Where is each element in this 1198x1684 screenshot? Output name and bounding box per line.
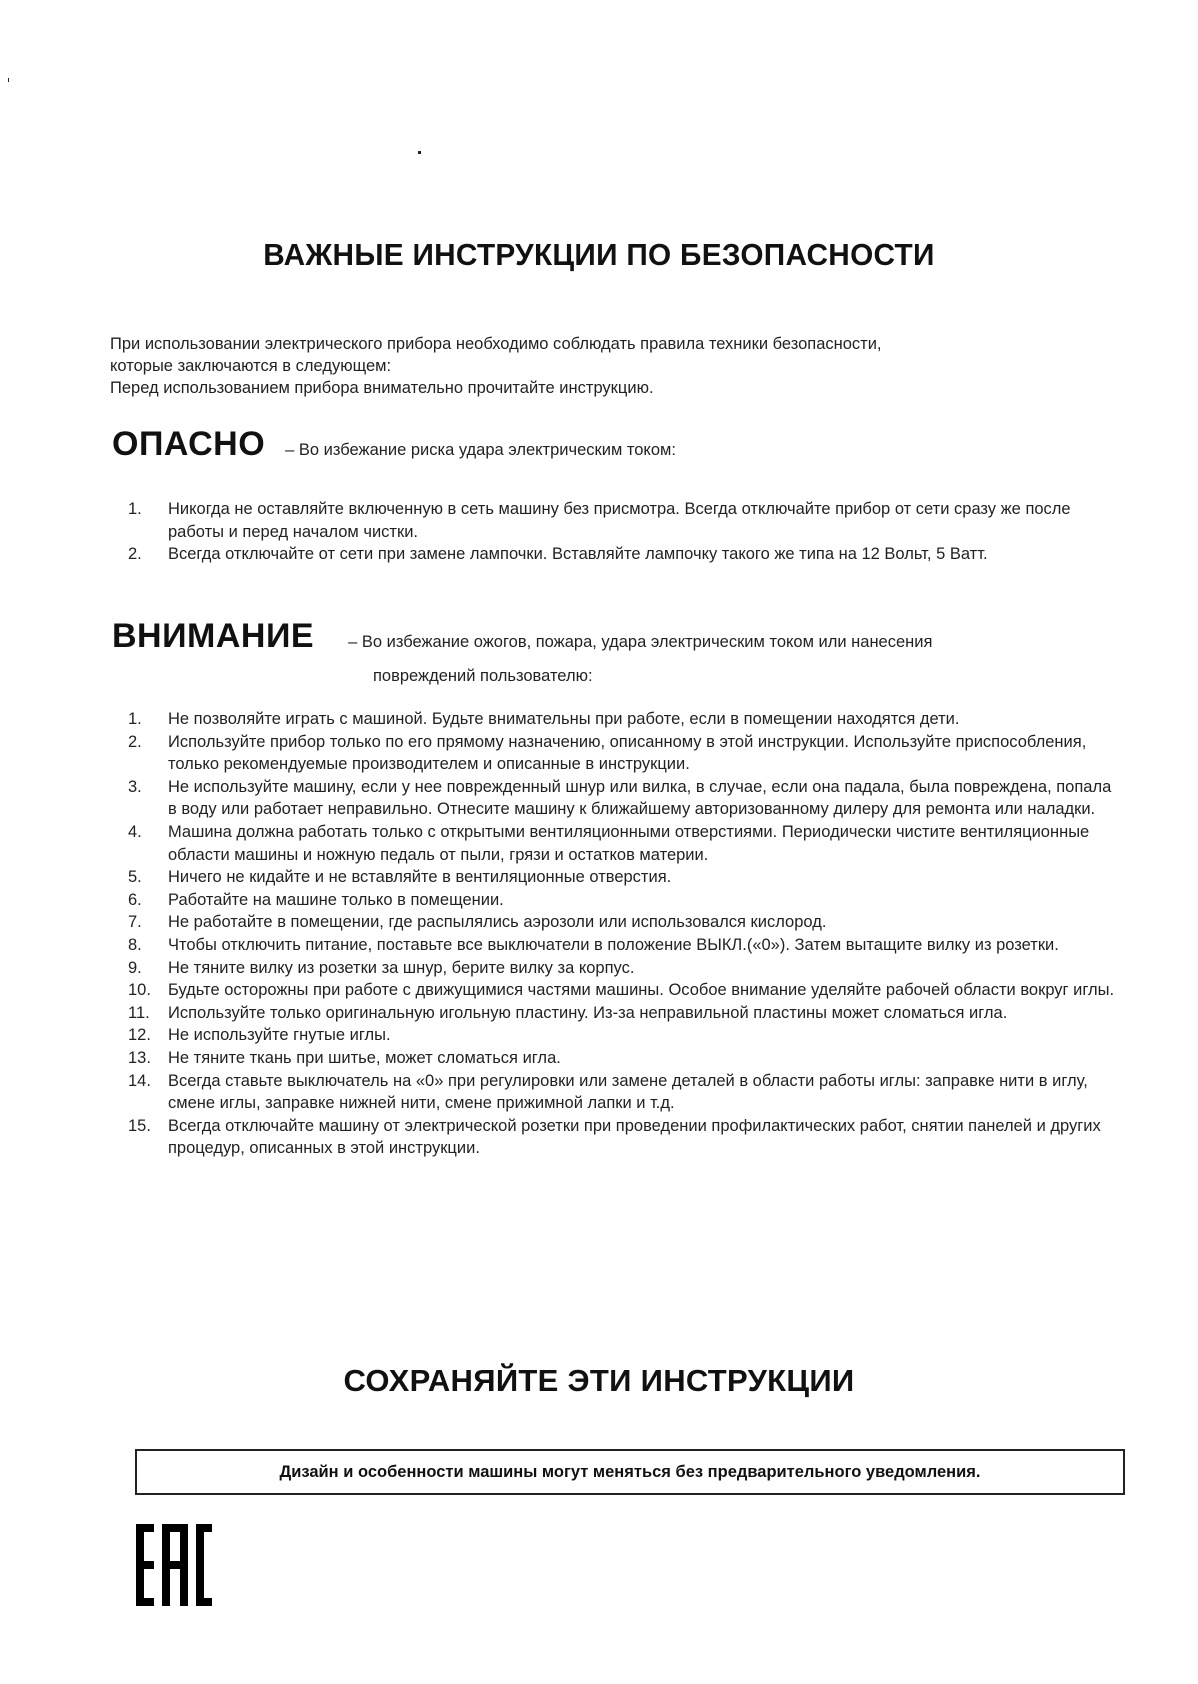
list-item: 1. Не позволяйте играть с машиной. Будьте внимательны при работе, если в помещении находятся дети. bbox=[128, 710, 960, 728]
design-change-notice bbox=[135, 1449, 1125, 1495]
list-item: 4. Машина должна работать только с открытыми вентиляционными отверстиями. Периодически чистите вентиляционные области машины и ножную педаль от пыли, грязи и остатков материи. bbox=[128, 822, 1090, 864]
danger-heading-word: ОПАСНО bbox=[112, 425, 266, 463]
list-item: 3. Не используйте машину, если у нее поврежденный шнур или вилка, в случае, если она падала, была повреждена, попала в воду или работает неправильно. Отнесите машину к ближайшему авторизованному дилеру для ремонта или наладки. bbox=[128, 777, 1112, 819]
list-item: 12. Не используйте гнутые иглы. bbox=[128, 1026, 391, 1045]
list-item: 11. Используйте только оригинальную игольную пластину. Из-за неправильной пластины может сломаться игла. bbox=[128, 1003, 1008, 1022]
intro-line: Перед использованием прибора внимательно прочитайте инструкцию. bbox=[110, 379, 654, 397]
list-item: 6. Работайте на машине только в помещении. bbox=[128, 890, 504, 909]
list-item: 10. Будьте осторожны при работе с движущимися частями машины. Особое внимание уделяйте рабочей области вокруг иглы. bbox=[128, 981, 1115, 1000]
danger-heading-description: – Во избежание риска удара электрическим током: bbox=[285, 441, 676, 459]
page-title: ВАЖНЫЕ ИНСТРУКЦИИ ПО БЕЗОПАСНОСТИ bbox=[263, 237, 935, 272]
list-item: 9. Не тяните вилку из розетки за шнур, берите вилку за корпус. bbox=[128, 958, 635, 977]
warning-heading-description: – Во избежание ожогов, пожара, удара электрическим током или нанесения bbox=[348, 633, 933, 651]
list-item: 14. Всегда ставьте выключатель на «0» при регулировки или замене деталей в области работы иглы: заправке нити в иглу, смене иглы, заправке нижней нити, смене прижимной лапки и т.д. bbox=[128, 1071, 1088, 1113]
list-item: 15. Всегда отключайте машину от электрической розетки при проведении профилактических работ, снятии панелей и других процедур, описанных в этой инструкции. bbox=[128, 1116, 1101, 1158]
warning-heading-word: ВНИМАНИЕ bbox=[112, 617, 315, 655]
warning-heading-description-cont: повреждений пользователю: bbox=[373, 667, 593, 685]
danger-list bbox=[128, 498, 1118, 566]
intro-line: При использовании электрического прибора необходимо соблюдать правила техники безопасности, bbox=[110, 335, 882, 353]
intro-line: которые заключаются в следующем: bbox=[110, 357, 392, 375]
list-item: 8. Чтобы отключить питание, поставьте все выключатели в положение ВЫКЛ.(«0»). Затем вытащите вилку из розетки. bbox=[128, 935, 1059, 954]
scan-speck bbox=[8, 78, 9, 82]
list-item: 2. Используйте прибор только по его прямому назначению, описанному в этой инструкции. Используйте приспособления, только рекомендуемые производителем и описанные в инструкции. bbox=[128, 732, 1087, 774]
warning-list bbox=[128, 708, 1118, 1160]
danger-heading bbox=[112, 425, 676, 465]
list-item: 13. Не тяните ткань при шитье, может сломаться игла. bbox=[128, 1048, 561, 1067]
save-instructions-heading: СОХРАНЯЙТЕ ЭТИ ИНСТРУКЦИИ bbox=[343, 1363, 855, 1398]
list-item: 7. Не работайте в помещении, где распылялись аэрозоли или использовался кислород. bbox=[128, 913, 827, 932]
list-item: 1. Никогда не оставляйте включенную в сеть машину без присмотра. Всегда отключайте прибор от сети сразу же после работы и перед началом чистки. bbox=[128, 500, 1071, 541]
eac-mark-icon bbox=[136, 1524, 212, 1606]
intro-paragraph bbox=[110, 333, 1110, 399]
scan-speck bbox=[418, 151, 421, 154]
warning-heading bbox=[112, 617, 932, 657]
notice-text: Дизайн и особенности машины могут меняться без предварительного уведомления. bbox=[279, 1462, 981, 1481]
list-item: 2. Всегда отключайте от сети при замене лампочки. Вставляйте лампочку такого же типа на 12 Вольт, 5 Ватт. bbox=[128, 545, 988, 564]
list-item: 5. Ничего не кидайте и не вставляйте в вентиляционные отверстия. bbox=[128, 868, 672, 887]
